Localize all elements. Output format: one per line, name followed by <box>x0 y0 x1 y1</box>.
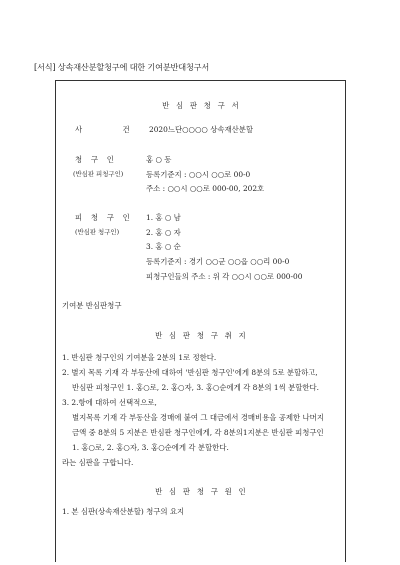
claimant-address: 주소 : ○○시 ○○로 000-00, 202호 <box>146 184 265 193</box>
purpose-line: 1. 홍○로, 2. 홍○자, 3. 홍○순에게 각 분할한다. <box>72 443 229 452</box>
case-value: 2020느단○○○○ 상속재산분할 <box>149 125 254 134</box>
respondents-label: 피 청 구 인 <box>75 213 134 222</box>
purpose-line: 금액 중 8분의 5 지분은 반심판 청구인에게, 각 8분의1지분은 반심판 피청구인 <box>72 428 324 437</box>
document-title: 반 심 판 청 구 서 <box>162 101 241 110</box>
respondents-sublabel: (반심판 청구인) <box>75 228 120 236</box>
purpose-line: 반심판 피청구인 1. 홍○로, 2. 홍○자, 3. 홍○순에게 각 8분의 1씩 분할한다. <box>72 383 320 392</box>
purpose-line: 별지목록 기재 각 부동산을 경매에 붙여 그 대금에서 경매비용을 공제한 나머지 <box>72 413 324 422</box>
purpose-line: 1. 반심판 청구인의 기여분을 2분의 1로 정한다. <box>62 353 217 362</box>
case-label: 사 건 <box>75 125 149 134</box>
claimant-label: 청 구 인 <box>75 155 118 164</box>
purpose-line: 3. 2.항에 대하여 선택적으로, <box>62 398 157 407</box>
purpose-title: 반 심 판 청 구 취 지 <box>155 331 248 340</box>
respondent-2: 2. 홍 ○ 자 <box>146 228 181 237</box>
claimant-registry: 등록기준지 : ○○시 ○○로 00-0 <box>146 170 251 179</box>
respondent-3: 3. 홍 ○ 순 <box>146 242 181 251</box>
reason-title: 반 심 판 청 구 원 인 <box>155 487 248 496</box>
document-frame <box>55 80 346 562</box>
reason-line: 1. 본 심판(상속재산분할) 청구의 요지 <box>62 507 185 516</box>
form-heading: [서식] 상속재산분할청구에 대한 기여분반대청구서 <box>34 62 210 72</box>
respondents-address: 피청구인들의 주소 : 위 각 ○○시 ○○로 000-00 <box>146 272 303 281</box>
claimant-name: 홍 ○ 동 <box>146 155 172 164</box>
purpose-line: 2. 별지 목록 기재 각 부동산에 대하여 '반심판 청구인'에게 8분의 5로 분할하고, <box>62 368 318 377</box>
respondent-1: 1. 홍 ○ 남 <box>146 213 181 222</box>
purpose-closing: 라는 심판을 구합니다. <box>62 458 134 467</box>
claim-subject: 기여분 반심판청구 <box>62 301 122 310</box>
claimant-sublabel: (반심판 피청구인) <box>73 170 124 178</box>
respondents-registry: 등록기준지 : 경기 ○○군 ○○읍 ○○리 00-0 <box>146 257 290 266</box>
